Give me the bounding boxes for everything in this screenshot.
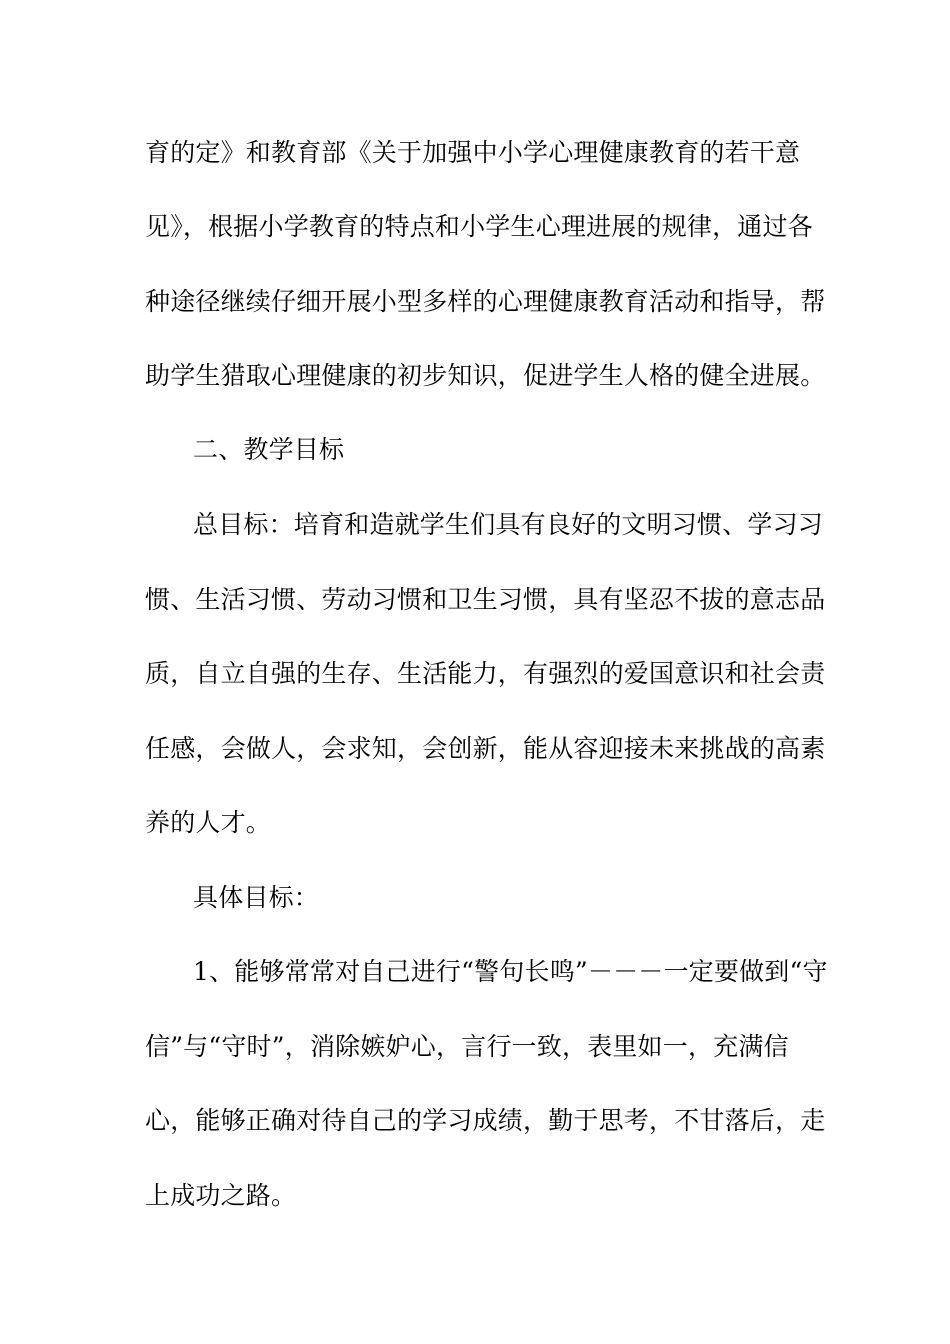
section-heading: 二、教学目标	[193, 435, 345, 464]
text-line: 信”与“守时”，消除嫉妒心，言行一致，表里如一，充满信	[145, 1032, 789, 1061]
text-line: 育的定》和教育部《关于加强中小学心理健康教育的若干意	[145, 138, 801, 167]
text-line: 质，自立自强的生存、生活能力，有强烈的爱国意识和社会责	[145, 659, 826, 688]
text-line: 具体目标：	[193, 883, 320, 912]
text-line: 见》，根据小学教育的特点和小学生心理进展的规律，通过各	[145, 212, 813, 241]
text-line: 种途径继续仔细开展小型多样的心理健康教育活动和指导，帮	[145, 287, 826, 316]
text-line: 助学生猎取心理健康的初步知识，促进学生人格的健全进展。	[145, 361, 826, 390]
text-line: 上成功之路。	[145, 1181, 297, 1210]
text-line: 1、能够常常对自己进行“警句长鸣”－－－一定要做到“守	[193, 957, 828, 986]
text-line: 养的人才。	[145, 808, 272, 837]
text-line: 惯、生活习惯、劳动习惯和卫生习惯，具有坚忍不拔的意志品	[145, 585, 826, 614]
text-line: 总目标：培育和造就学生们具有良好的文明习惯、学习习	[193, 510, 824, 539]
text-line: 任感，会做人，会求知，会创新，能从容迎接未来挑战的高素	[145, 734, 826, 763]
text-line: 心，能够正确对待自己的学习成绩，勤于思考，不甘落后，走	[145, 1106, 826, 1135]
